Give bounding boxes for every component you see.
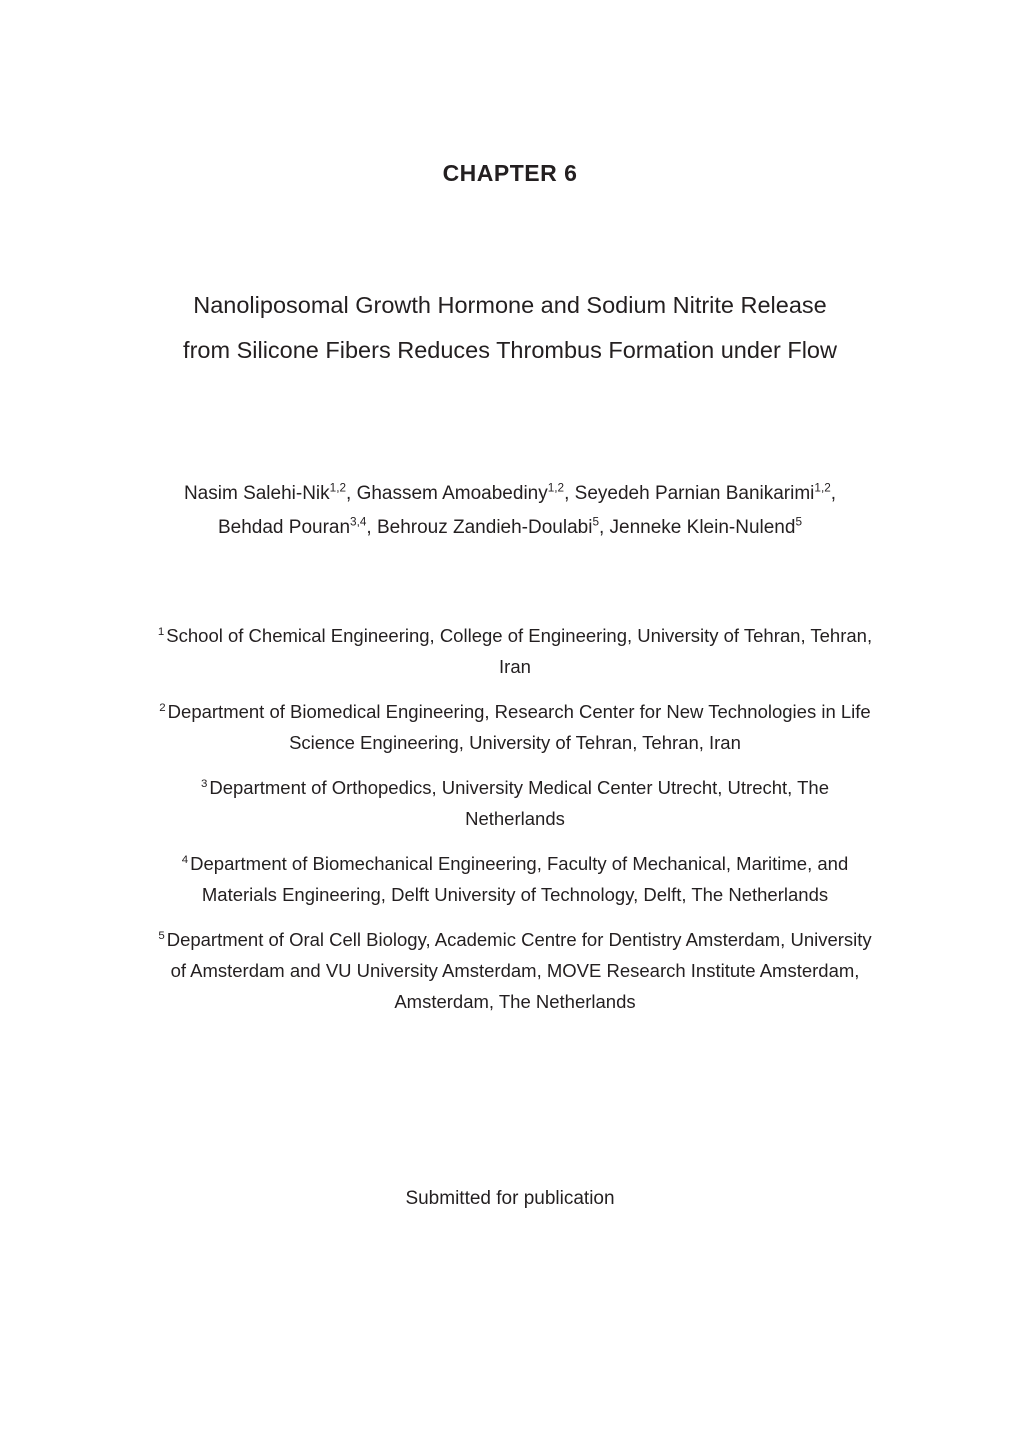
affiliation-text: School of Chemical Engineering, College of Engineering, University of Tehran, Tehran, Iran bbox=[166, 625, 873, 677]
author-list bbox=[110, 477, 910, 545]
author-affiliation-marker: 3,4 bbox=[350, 515, 367, 529]
author-affiliation-marker: 5 bbox=[592, 515, 599, 529]
affiliation-marker: 4 bbox=[181, 853, 189, 866]
affiliation-text: Department of Biomedical Engineering, Research Center for New Technologies in Life Science Engineering, University of Tehran, Tehran, Iran bbox=[167, 701, 871, 753]
affiliation-item bbox=[150, 620, 880, 682]
author-line-2 bbox=[110, 511, 910, 545]
title-line-1: Nanoliposomal Growth Hormone and Sodium Nitrite Release bbox=[193, 292, 827, 318]
submission-note: Submitted for publication bbox=[405, 1188, 615, 1209]
author-name: , Jenneke Klein-Nulend bbox=[598, 517, 796, 538]
affiliation-item bbox=[150, 696, 880, 758]
affiliation-item bbox=[150, 924, 880, 1017]
author-affiliation-marker: 1,2 bbox=[329, 481, 347, 495]
affiliation-marker: 3 bbox=[200, 777, 208, 790]
affiliation-marker: 5 bbox=[158, 929, 165, 942]
author-line-1 bbox=[110, 477, 910, 511]
affiliation-marker: 1 bbox=[157, 625, 165, 638]
affiliation-text: Department of Oral Cell Biology, Academic Centre for Dentistry Amsterdam, University of Amsterdam and VU University Amsterdam, MOVE Research Institute Amsterdam, Amsterdam, The Netherlands bbox=[166, 929, 872, 1012]
chapter-label: CHAPTER 6 bbox=[442, 160, 578, 186]
affiliation-text: Department of Biomechanical Engineering, Faculty of Mechanical, Maritime, and Materials Engineering, Delft University of Technology, Delft, The Netherlands bbox=[190, 853, 849, 905]
author-affiliation-marker: 5 bbox=[795, 515, 802, 529]
author-name: , Seyedeh Parnian Banikarimi bbox=[564, 483, 815, 504]
author-affiliation-marker: 1,2 bbox=[547, 481, 565, 495]
author-separator: , bbox=[830, 483, 837, 504]
author-name: Behdad Pouran bbox=[217, 517, 351, 538]
author-name: Nasim Salehi-Nik bbox=[183, 483, 330, 504]
affiliation-item bbox=[150, 848, 880, 910]
author-name: , Behrouz Zandieh-Doulabi bbox=[366, 517, 593, 538]
affiliation-list bbox=[150, 620, 880, 1017]
affiliation-item bbox=[150, 772, 880, 834]
author-name: , Ghassem Amoabediny bbox=[346, 483, 548, 504]
page-title bbox=[110, 283, 910, 373]
affiliation-marker: 2 bbox=[159, 701, 166, 714]
title-line-2: from Silicone Fibers Reduces Thrombus Formation under Flow bbox=[183, 337, 837, 363]
author-affiliation-marker: 1,2 bbox=[814, 481, 831, 495]
affiliation-text: Department of Orthopedics, University Medical Center Utrecht, Utrecht, The Netherlands bbox=[209, 777, 830, 829]
